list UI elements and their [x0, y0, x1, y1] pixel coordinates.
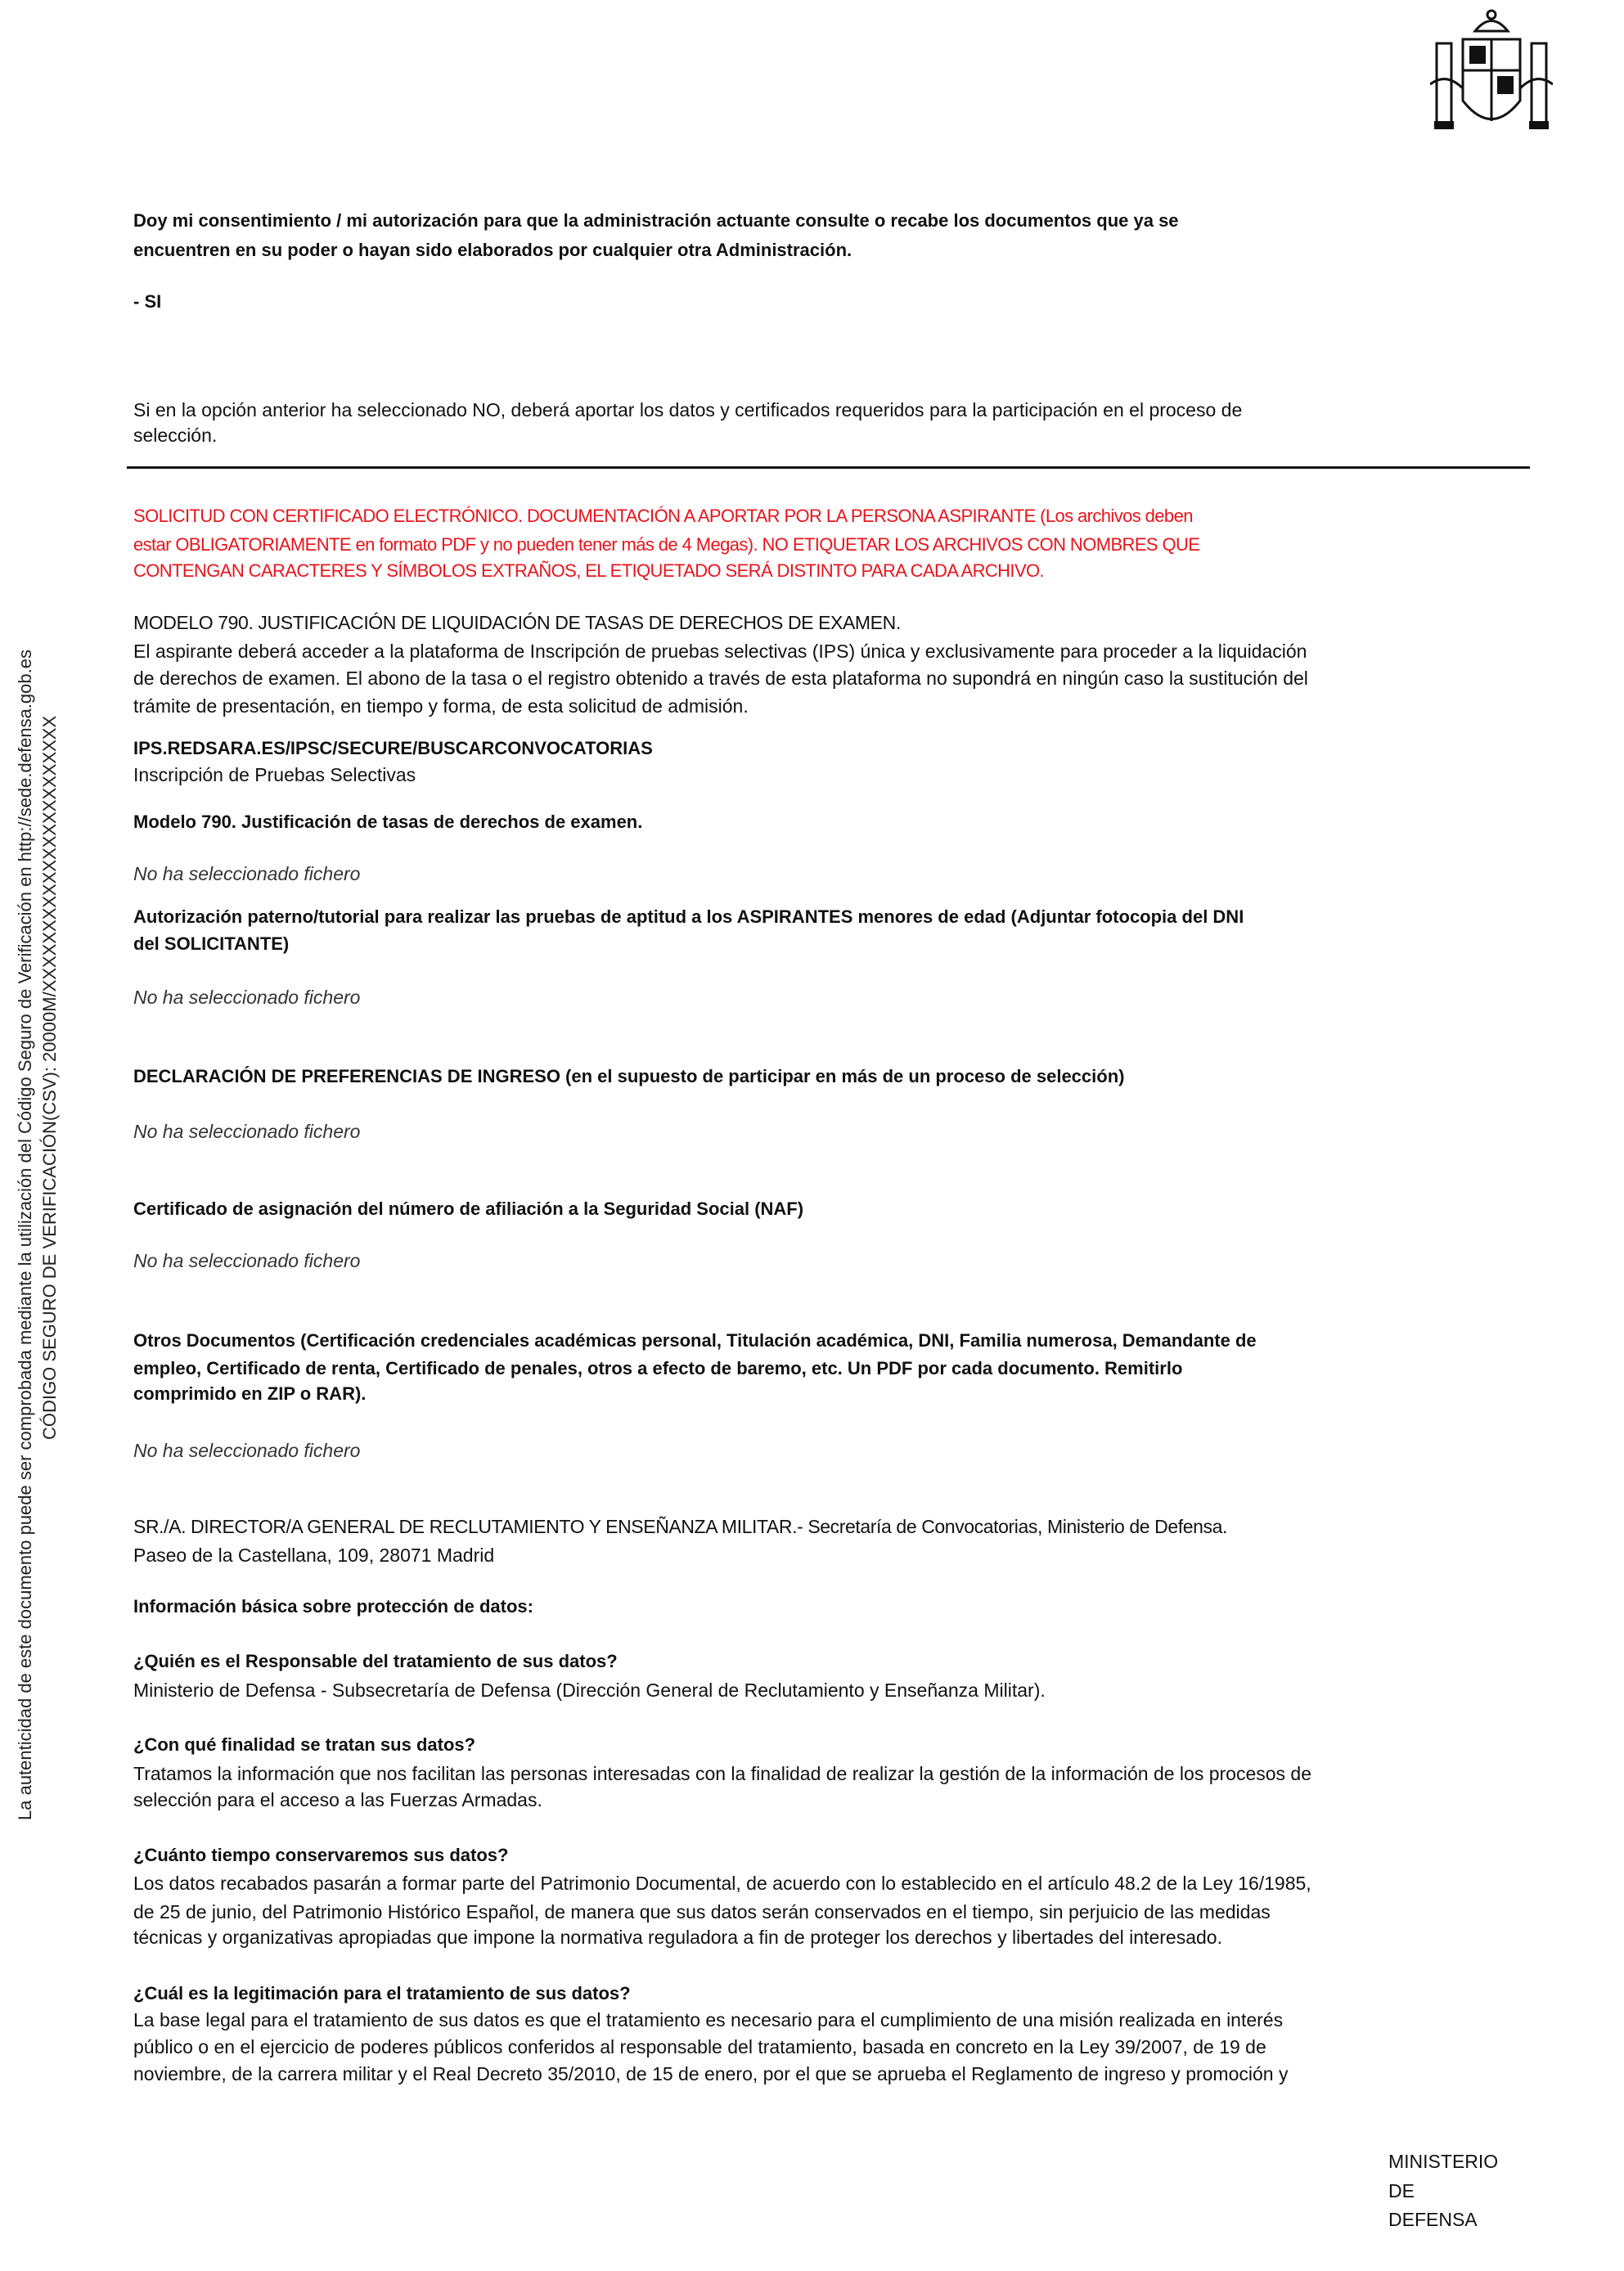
footer-ministry: DE: [1388, 2180, 1415, 2201]
consent-text: encuentren en su poder o hayan sido elaborados por cualquier otra Administración.: [133, 240, 852, 260]
file-status[interactable]: No ha seleccionado fichero: [133, 1440, 361, 1461]
file-label-autorizacion: del SOLICITANTE): [133, 933, 290, 954]
recipient-address: Paseo de la Castellana, 109, 28071 Madrid: [133, 1545, 495, 1566]
consent-text: Doy mi consentimiento / mi autorización para que la administración actuante consulte o recabe los documentos que ya se: [133, 210, 1179, 231]
modelo-text: trámite de presentación, en tiempo y forma, de esta solicitud de admisión.: [133, 695, 749, 717]
file-label-otros: Otros Documentos (Certificación credenciales académicas personal, Titulación académica, DNI, Familia numerosa, Demandante de: [133, 1330, 1257, 1351]
privacy-question: ¿Quién es el Responsable del tratamiento de sus datos?: [133, 1651, 618, 1671]
file-label-otros: comprimido en ZIP o RAR).: [133, 1383, 367, 1404]
file-status[interactable]: No ha seleccionado fichero: [133, 987, 361, 1008]
file-status[interactable]: No ha seleccionado fichero: [133, 1121, 361, 1142]
privacy-question: ¿Cuál es la legitimación para el tratamiento de sus datos?: [133, 1983, 631, 2003]
warning-text: CONTENGAN CARACTERES Y SÍMBOLOS EXTRAÑOS, EL ETIQUETADO SERÁ DISTINTO PARA CADA ARCHIVO.: [133, 560, 1045, 581]
privacy-answer: público o en el ejercicio de poderes públicos conferidos al responsable del tratamiento, basada en concreto en la Ley 39/2007, de 19 de: [133, 2036, 1266, 2057]
file-label-autorizacion: Autorización paterno/tutorial para realizar las pruebas de aptitud a los ASPIRANTES menores de edad (Adjuntar fotocopia del DNI: [133, 906, 1244, 927]
privacy-question: ¿Con qué finalidad se tratan sus datos?: [133, 1734, 476, 1755]
file-status[interactable]: No ha seleccionado fichero: [133, 863, 361, 884]
modelo-title: MODELO 790. JUSTIFICACIÓN DE LIQUIDACIÓN DE TASAS DE DERECHOS DE EXAMEN.: [133, 612, 901, 633]
modelo-text: El aspirante deberá acceder a la plataforma de Inscripción de pruebas selectivas (IPS) única y exclusivamente para proceder a la liquidación: [133, 641, 1307, 662]
footer-ministry: DEFENSA: [1388, 2209, 1478, 2230]
consent-note: Si en la opción anterior ha seleccionado NO, deberá aportar los datos y certificados requeridos para la participación en el proceso de: [133, 399, 1243, 420]
modelo-text: de derechos de examen. El abono de la tasa o el registro obtenido a través de esta plataforma no supondrá en ningún caso la sustitución del: [133, 668, 1308, 689]
file-label-modelo790: Modelo 790. Justificación de tasas de derechos de examen.: [133, 812, 643, 832]
privacy-answer: Ministerio de Defensa - Subsecretaría de Defensa (Dirección General de Reclutamiento y Enseñanza Militar).: [133, 1680, 1046, 1701]
privacy-answer: de 25 de junio, del Patrimonio Histórico Español, de manera que sus datos serán conservados en el tiempo, sin perjuicio de las medidas: [133, 1901, 1271, 1922]
privacy-title: Información básica sobre protección de datos:: [133, 1596, 533, 1617]
privacy-answer: Los datos recabados pasarán a formar parte del Patrimonio Documental, de acuerdo con lo establecido en el artículo 48.2 de la Ley 16/1985,: [133, 1873, 1311, 1894]
privacy-answer: técnicas y organizativas apropiadas que impone la normativa reguladora a fin de proteger los derechos y libertades del interesado.: [133, 1927, 1222, 1948]
warning-text: SOLICITUD CON CERTIFICADO ELECTRÓNICO. DOCUMENTACIÓN A APORTAR POR LA PERSONA ASPIRANTE (Los archivos deben: [133, 506, 1193, 526]
ips-link-description: Inscripción de Pruebas Selectivas: [133, 764, 416, 785]
privacy-answer: Tratamos la información que nos facilitan las personas interesadas con la finalidad de realizar la gestión de la información de los procesos de: [133, 1763, 1312, 1784]
footer-ministry: MINISTERIO: [1388, 2151, 1499, 2172]
ips-link[interactable]: IPS.REDSARA.ES/IPSC/SECURE/BUSCARCONVOCATORIAS: [133, 738, 653, 758]
csv-code: CÓDIGO SEGURO DE VERIFICACIÓN(CSV): 20000M/XXXXXXXXXXXXXXXXXXXXXXX: [39, 715, 60, 1440]
file-status[interactable]: No ha seleccionado fichero: [133, 1250, 361, 1271]
file-label-otros: empleo, Certificado de renta, Certificado de penales, otros a efecto de baremo, etc. Un PDF por cada documento. Remitirlo: [133, 1358, 1183, 1378]
verification-note: La autenticidad de este documento puede ser comprobada mediante la utilización del Código Seguro de Verificación en http://sede.defensa.gob.es: [15, 650, 35, 1820]
coat-of-arms-logo: [1430, 7, 1553, 137]
privacy-answer: selección para el acceso a las Fuerzas Armadas.: [133, 1789, 542, 1810]
recipient: SR./A. DIRECTOR/A GENERAL DE RECLUTAMIENTO Y ENSEÑANZA MILITAR.- Secretaría de Convocatorias, Ministerio de Defensa.: [133, 1516, 1228, 1537]
consent-note: selección.: [133, 425, 218, 446]
file-label-preferencias: DECLARACIÓN DE PREFERENCIAS DE INGRESO (en el supuesto de participar en más de un proceso de selección): [133, 1066, 1125, 1086]
privacy-answer: noviembre, de la carrera militar y el Real Decreto 35/2010, de 15 de enero, por el que se aprueba el Reglamento de ingreso y promoción y: [133, 2063, 1289, 2084]
privacy-question: ¿Cuánto tiempo conservaremos sus datos?: [133, 1845, 509, 1865]
privacy-answer: La base legal para el tratamiento de sus datos es que el tratamiento es necesario para el cumplimiento de una misión realizada en interés: [133, 2009, 1284, 2030]
warning-text: estar OBLIGATORIAMENTE en formato PDF y no pueden tener más de 4 Megas). NO ETIQUETAR LOS ARCHIVOS CON NOMBRES QUE: [133, 534, 1200, 555]
consent-answer: - SI: [133, 291, 162, 312]
file-label-naf: Certificado de asignación del número de afiliación a la Seguridad Social (NAF): [133, 1198, 804, 1219]
divider: [127, 466, 1530, 469]
